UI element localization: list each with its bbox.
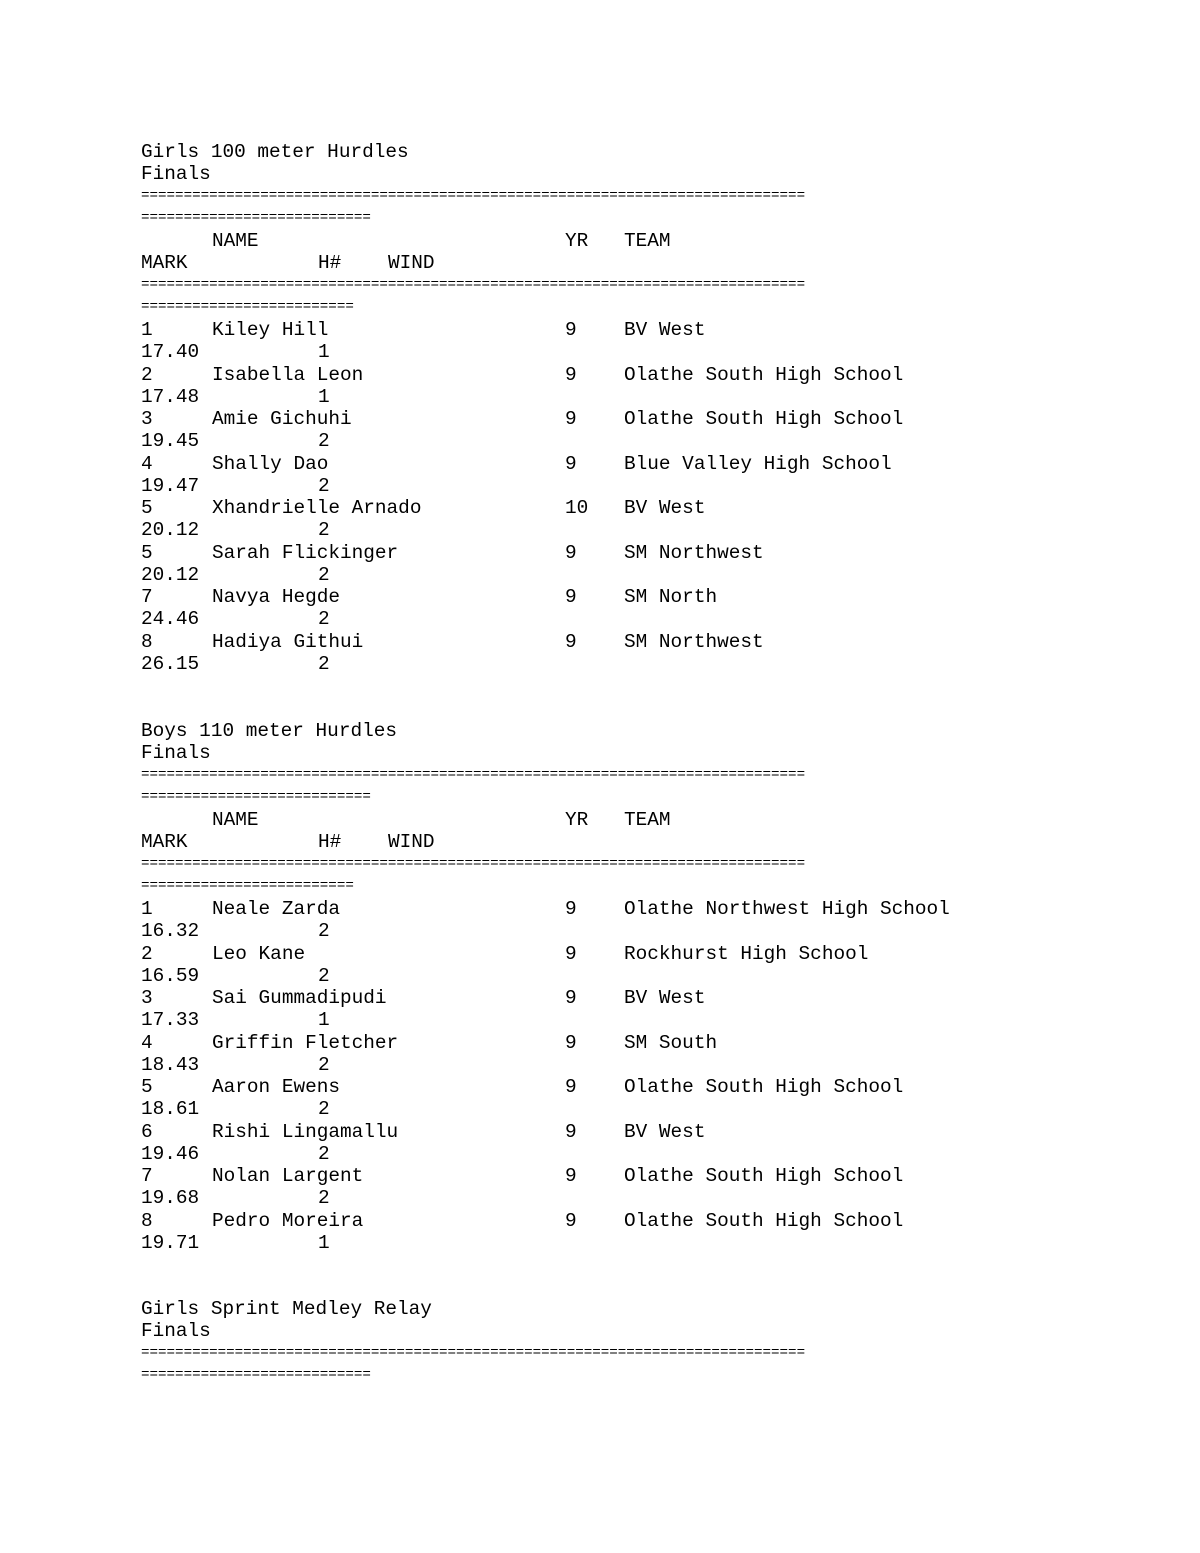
team: SM Northwest	[624, 630, 764, 653]
column-header-row	[141, 831, 1141, 853]
separator: ==============================================================================	[141, 767, 806, 783]
header-heat: H#	[318, 831, 342, 853]
year: 9	[565, 319, 577, 341]
athlete-name: Aaron Ewens	[212, 1076, 340, 1098]
separator: ==============================================================================	[141, 277, 806, 293]
mark: 26.15	[141, 652, 200, 675]
result-row	[141, 1121, 1141, 1166]
heat: 2	[318, 652, 330, 675]
athlete-name: Xhandrielle Arnado	[212, 497, 422, 519]
header-wind: WIND	[388, 831, 435, 853]
result-row	[141, 987, 1141, 1032]
result-row	[141, 1076, 1141, 1121]
separator: ===========================	[141, 210, 371, 226]
athlete-name: Isabella Leon	[212, 363, 364, 386]
column-header-row	[141, 252, 1141, 274]
place: 8	[141, 1209, 153, 1232]
mark: 19.71	[141, 1231, 200, 1254]
heat: 1	[318, 1009, 330, 1031]
header-heat: H#	[318, 252, 342, 274]
athlete-name: Hadiya Githui	[212, 630, 364, 653]
athlete-name: Sarah Flickinger	[212, 541, 399, 564]
result-row	[141, 542, 1141, 587]
heat: 2	[318, 1098, 330, 1120]
mark: 24.46	[141, 608, 200, 630]
header-wind: WIND	[388, 252, 435, 274]
heat: 2	[318, 964, 330, 987]
team: BV West	[624, 1120, 706, 1143]
athlete-name: Rishi Lingamallu	[212, 1120, 399, 1143]
heat: 1	[318, 341, 330, 363]
team: Olathe South High School	[624, 1165, 904, 1187]
year: 10	[565, 497, 589, 519]
athlete-name: Leo Kane	[212, 942, 306, 965]
year: 9	[565, 898, 577, 920]
athlete-name: Nolan Largent	[212, 1165, 364, 1187]
athlete-name: Kiley Hill	[212, 319, 329, 341]
mark: 16.32	[141, 920, 200, 942]
athlete-name: Shally Dao	[212, 452, 329, 475]
team: SM Northwest	[624, 541, 764, 564]
year: 9	[565, 1165, 577, 1187]
result-row	[141, 453, 1141, 498]
separator: =========================	[141, 878, 354, 894]
athlete-name: Pedro Moreira	[212, 1209, 364, 1232]
heat: 2	[318, 519, 330, 541]
header-yr: YR	[565, 230, 589, 252]
mark: 18.61	[141, 1098, 200, 1120]
athlete-name: Sai Gummadipudi	[212, 987, 387, 1009]
header-yr: YR	[565, 809, 589, 831]
place: 7	[141, 586, 153, 608]
team: BV West	[624, 987, 706, 1009]
separator: ==============================================================================	[141, 856, 806, 872]
event-title: Girls Sprint Medley Relay	[141, 1298, 432, 1320]
heat: 2	[318, 1142, 330, 1165]
header-name: NAME	[212, 809, 259, 831]
year: 9	[565, 630, 577, 653]
place: 3	[141, 408, 153, 430]
team: SM North	[624, 586, 718, 608]
place: 1	[141, 898, 153, 920]
athlete-name: Amie Gichuhi	[212, 408, 352, 430]
result-row	[141, 631, 1141, 676]
heat: 1	[318, 1231, 330, 1254]
team: BV West	[624, 319, 706, 341]
mark: 20.12	[141, 519, 200, 541]
place: 7	[141, 1165, 153, 1187]
separator: ===========================	[141, 789, 371, 805]
place: 6	[141, 1120, 153, 1143]
event-round: Finals	[141, 1320, 211, 1342]
event-round: Finals	[141, 163, 211, 185]
result-row	[141, 497, 1141, 542]
result-row	[141, 364, 1141, 409]
heat: 2	[318, 430, 330, 452]
event-title: Boys 110 meter Hurdles	[141, 720, 397, 742]
event-round: Finals	[141, 742, 211, 764]
place: 8	[141, 630, 153, 653]
place: 1	[141, 319, 153, 341]
result-row	[141, 943, 1141, 988]
mark: 19.46	[141, 1142, 200, 1165]
team: Olathe South High School	[624, 1076, 904, 1098]
heat: 2	[318, 608, 330, 630]
separator: ==============================================================================	[141, 188, 806, 204]
team: SM South	[624, 1031, 718, 1054]
place: 2	[141, 363, 153, 386]
year: 9	[565, 1209, 577, 1232]
separator: ==============================================================================	[141, 1345, 806, 1361]
place: 4	[141, 1031, 153, 1054]
result-row	[141, 1032, 1141, 1077]
heat: 1	[318, 385, 330, 408]
place: 5	[141, 1076, 153, 1098]
header-mark: MARK	[141, 831, 188, 853]
year: 9	[565, 1076, 577, 1098]
heat: 2	[318, 920, 330, 942]
place: 5	[141, 497, 153, 519]
place: 2	[141, 942, 153, 965]
athlete-name: Navya Hegde	[212, 586, 340, 608]
event-title: Girls 100 meter Hurdles	[141, 141, 409, 163]
result-row	[141, 1210, 1141, 1255]
year: 9	[565, 541, 577, 564]
year: 9	[565, 942, 577, 965]
team: Olathe Northwest High School	[624, 898, 950, 920]
team: Blue Valley High School	[624, 452, 892, 475]
header-team: TEAM	[624, 230, 671, 252]
separator: ===========================	[141, 1367, 371, 1383]
heat: 2	[318, 1053, 330, 1076]
mark: 19.45	[141, 430, 200, 452]
heat: 2	[318, 474, 330, 497]
year: 9	[565, 1031, 577, 1054]
result-row	[141, 586, 1141, 631]
column-header-row	[141, 809, 1141, 831]
team: Olathe South High School	[624, 408, 904, 430]
athlete-name: Griffin Fletcher	[212, 1031, 399, 1054]
mark: 18.43	[141, 1053, 200, 1076]
heat: 2	[318, 563, 330, 586]
mark: 17.33	[141, 1009, 200, 1031]
result-row	[141, 408, 1141, 453]
header-team: TEAM	[624, 809, 671, 831]
year: 9	[565, 452, 577, 475]
mark: 19.68	[141, 1187, 200, 1209]
separator: =========================	[141, 299, 354, 315]
year: 9	[565, 363, 577, 386]
mark: 20.12	[141, 563, 200, 586]
year: 9	[565, 408, 577, 430]
athlete-name: Neale Zarda	[212, 898, 340, 920]
result-row	[141, 1165, 1141, 1210]
team: Rockhurst High School	[624, 942, 869, 965]
header-name: NAME	[212, 230, 259, 252]
result-row	[141, 319, 1141, 364]
result-row	[141, 898, 1141, 943]
place: 3	[141, 987, 153, 1009]
place: 5	[141, 541, 153, 564]
team: Olathe South High School	[624, 363, 904, 386]
mark: 19.47	[141, 474, 200, 497]
mark: 17.40	[141, 341, 200, 363]
header-mark: MARK	[141, 252, 188, 274]
column-header-row	[141, 230, 1141, 252]
heat: 2	[318, 1187, 330, 1209]
team: Olathe South High School	[624, 1209, 904, 1232]
year: 9	[565, 987, 577, 1009]
team: BV West	[624, 497, 706, 519]
place: 4	[141, 452, 153, 475]
year: 9	[565, 1120, 577, 1143]
mark: 17.48	[141, 385, 200, 408]
mark: 16.59	[141, 964, 200, 987]
year: 9	[565, 586, 577, 608]
